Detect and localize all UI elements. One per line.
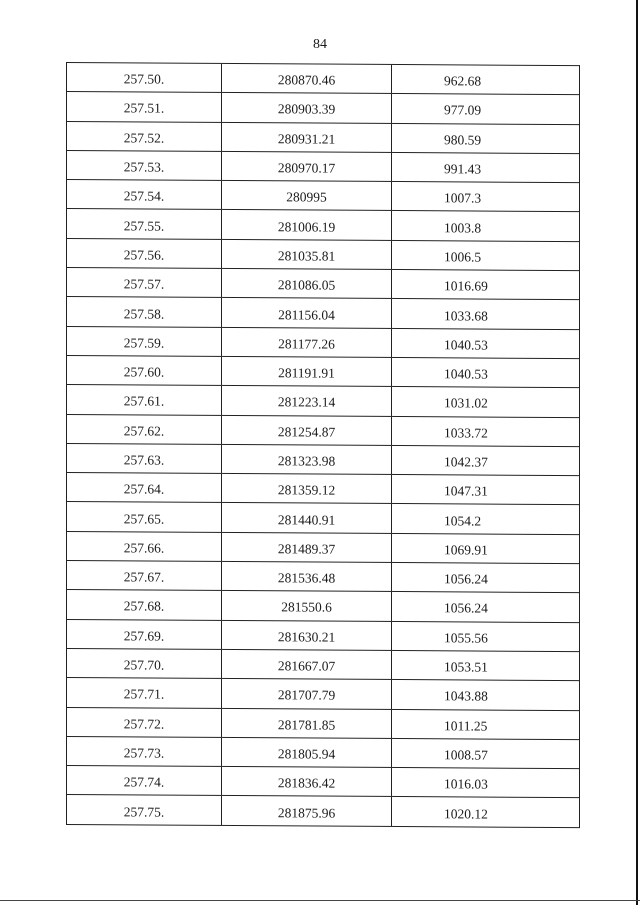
x-coordinate-cell: 281536.48 [222,562,392,591]
table-row [67,180,579,212]
y-coordinate-cell: 1008.57 [444,747,488,763]
y-coordinate-cell: 1054.2 [444,512,482,529]
y-coordinate-cell: 1047.31 [444,483,488,499]
table-row [67,327,579,359]
table-row [67,708,579,740]
table-row [67,415,579,447]
page-number: 84 [313,37,327,52]
point-number-cell: 257.66. [67,532,222,561]
x-coordinate-cell: 280995 [222,181,392,210]
point-number-cell: 257.75. [67,795,222,824]
point-number-cell: 257.68. [67,590,222,619]
x-coordinate-cell: 281667.07 [222,650,392,679]
y-coordinate-cell: 1040.53 [444,366,488,382]
y-coordinate-cell: 1011.25 [444,717,488,734]
y-coordinate-cell: 991.43 [444,161,482,177]
point-number-cell: 257.59. [67,327,222,356]
point-number-cell: 257.65. [67,502,222,531]
x-coordinate-cell: 280931.21 [222,123,392,152]
table-row [67,209,579,241]
table-row [67,502,579,534]
table-row [67,385,579,417]
x-coordinate-cell: 281191.91 [222,357,392,386]
point-number-cell: 257.62. [67,415,222,444]
point-number-cell: 257.56. [67,239,222,268]
point-number-cell: 257.72. [67,708,222,737]
point-number-cell: 257.55. [67,209,222,238]
x-coordinate-cell: 281035.81 [222,240,392,269]
table-row [67,561,579,593]
y-coordinate-cell: 980.59 [444,132,482,148]
x-coordinate-cell: 281630.21 [222,621,392,650]
table-row [67,795,579,827]
table-row [67,532,579,564]
x-coordinate-cell: 281440.91 [222,503,392,532]
point-number-cell: 257.70. [67,649,222,678]
table-row [67,678,579,710]
point-number-cell: 257.67. [67,561,222,590]
table-row [67,620,579,652]
table-row [67,63,579,95]
x-coordinate-cell: 280970.17 [222,152,392,181]
y-coordinate-cell: 1006.5 [444,249,482,265]
table-row [67,590,579,622]
table-row [67,473,579,505]
x-coordinate-cell: 280870.46 [222,64,392,93]
table-row [67,444,579,476]
x-coordinate-cell: 280903.39 [222,93,392,122]
point-number-cell: 257.54. [67,180,222,209]
table-row [67,239,579,271]
table-row [67,122,579,154]
x-coordinate-cell: 281875.96 [222,796,392,825]
y-coordinate-cell: 1053.51 [444,659,488,675]
y-coordinate-cell: 1042.37 [444,454,488,470]
x-coordinate-cell: 281156.04 [222,298,392,327]
table-row [67,356,579,388]
scan-edge-bottom [0,900,640,901]
point-number-cell: 257.52. [67,122,222,151]
point-number-cell: 257.71. [67,678,222,707]
x-coordinate-cell: 281550.6 [222,591,392,620]
y-coordinate-cell: 1040.53 [444,337,488,353]
table-row [67,766,579,798]
y-coordinate-cell: 1055.56 [444,630,488,646]
point-number-cell: 257.74. [67,766,222,795]
point-number-cell: 257.63. [67,444,222,473]
y-coordinate-cell: 1031.02 [444,395,488,411]
x-coordinate-cell: 281223.14 [222,386,392,415]
point-number-cell: 257.73. [67,737,222,766]
table-row [67,92,579,124]
table-row [67,649,579,681]
x-coordinate-cell: 281836.42 [222,767,392,796]
x-coordinate-cell: 281177.26 [222,328,392,357]
table-row [67,268,579,300]
y-coordinate-cell: 977.09 [444,102,482,118]
y-coordinate-cell: 962.68 [444,73,482,89]
point-number-cell: 257.51. [67,92,222,121]
x-coordinate-cell: 281489.37 [222,533,392,562]
y-coordinate-cell: 1016.03 [444,776,488,792]
coordinates-table [66,62,580,828]
y-coordinate-cell: 1069.91 [444,542,488,558]
x-coordinate-cell: 281006.19 [222,210,392,239]
table-row [67,737,579,769]
point-number-cell: 257.64. [67,473,222,502]
y-coordinate-cell: 1033.68 [444,307,488,324]
x-coordinate-cell: 281086.05 [222,269,392,298]
y-coordinate-cell: 1020.12 [444,805,488,822]
x-coordinate-cell: 281323.98 [222,445,392,474]
point-number-cell: 257.57. [67,268,222,297]
y-coordinate-cell: 1043.88 [444,688,488,704]
point-number-cell: 257.58. [67,297,222,326]
point-number-cell: 257.50. [67,63,222,92]
x-coordinate-cell: 281781.85 [222,708,392,737]
y-coordinate-cell: 1007.3 [444,190,482,206]
point-number-cell: 257.60. [67,356,222,385]
point-number-cell: 257.61. [67,385,222,414]
x-coordinate-cell: 281805.94 [222,738,392,767]
x-coordinate-cell: 281254.87 [222,416,392,445]
x-coordinate-cell: 281359.12 [222,474,392,503]
scan-edge-right [636,0,638,905]
y-coordinate-cell: 1033.72 [444,425,488,441]
x-coordinate-cell: 281707.79 [222,679,392,708]
y-coordinate-cell: 1016.69 [444,278,488,294]
y-coordinate-cell: 1056.24 [444,600,488,617]
y-coordinate-cell: 1056.24 [444,571,488,587]
point-number-cell: 257.69. [67,620,222,649]
table-row [67,151,579,183]
table-row [67,297,579,329]
y-coordinate-cell: 1003.8 [444,219,482,236]
point-number-cell: 257.53. [67,151,222,180]
